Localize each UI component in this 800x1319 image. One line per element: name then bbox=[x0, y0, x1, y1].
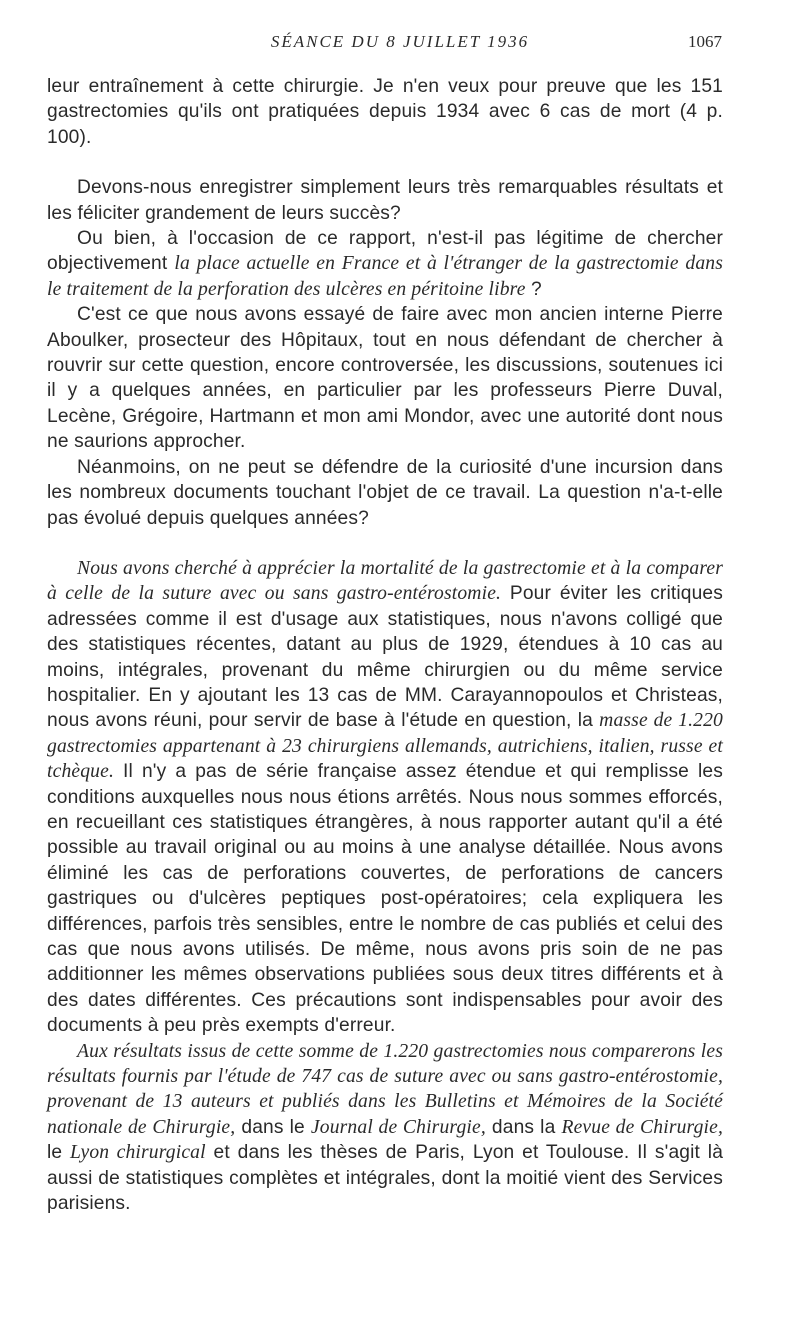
italic-segment: Lyon chirurgical bbox=[70, 1142, 206, 1164]
paragraph-5 bbox=[47, 455, 723, 531]
text-segment: ? bbox=[525, 278, 542, 300]
italic-segment: Revue de Chirurgie, bbox=[561, 1116, 724, 1138]
text-segment: le bbox=[47, 1142, 71, 1164]
paragraph-1 bbox=[47, 74, 723, 150]
paragraph-7 bbox=[47, 1039, 723, 1217]
italic-segment: Nous avons cherché à apprécier la mortalité de la gastrectomie et à la comparer à celle de la suture avec ou sans gastro-entérostomie. bbox=[47, 557, 723, 605]
paragraph-4 bbox=[47, 302, 723, 454]
italic-segment: la place actuelle en France et à l'étranger de la gastrectomie dans le traitement de la perforation des ulcères en péritoine libre bbox=[47, 253, 723, 300]
text-segment: dans le bbox=[235, 1116, 311, 1138]
body-text bbox=[47, 74, 723, 1216]
text-segment: Néanmoins, on ne peut se défendre de la curiosité d'une incursion dans les nombreux documents touchant l'objet de ce travail. La question n'a-t-elle pas évolué depuis quelques années? bbox=[47, 456, 723, 529]
italic-segment: masse de 1.220 gastrectomies appartenant à 23 chirurgiens allemands, autrichiens, italien, russe et tchèque. bbox=[47, 710, 723, 783]
text-segment: dans la bbox=[485, 1116, 562, 1138]
paragraph-2 bbox=[47, 175, 723, 226]
page-number: 1067 bbox=[688, 32, 722, 51]
paragraph-6 bbox=[47, 556, 723, 1039]
text-segment: C'est ce que nous avons essayé de faire avec mon ancien interne Pierre Aboulker, prosecteur des Hôpitaux, tout en nous défendant de chercher à rouvrir sur cette question, encore controversée, les discussions, soutenues ici il y a quelques années, en particulier par les professeurs Pierre Duval, Lecène, Grégoire, Hartmann et mon ami Mondor, avec une autorité dont nous ne saurions approcher. bbox=[47, 304, 723, 453]
text-segment: leur entraînement à cette chirurgie. Je n'en veux pour preuve que les 151 gastrectomies qu'ils ont pratiquées depuis 1934 avec 6 cas de mort (4 p. 100). bbox=[47, 76, 723, 148]
page-header bbox=[0, 30, 800, 54]
text-segment: Pour éviter les critiques adressées comme il est d'usage aux statistiques, nous n'avons colligé que des statistiques récentes, datant au plus de 1929, étendues à 10 cas au moins, intégrales, provenant du même chirurgien ou du même service hospitalier. En y ajoutant les 13 cas de MM. Carayannopoulos et Christeas, nous avons réuni, pour servir de base à l'étude en question, la bbox=[47, 583, 723, 732]
text-segment: Devons-nous enregistrer simplement leurs très remarquables résultats et les féliciter grandement de leurs succès? bbox=[47, 177, 723, 224]
italic-segment: Journal de Chirurgie, bbox=[310, 1116, 486, 1138]
running-title: SÉANCE DU 8 JUILLET 1936 bbox=[270, 32, 530, 51]
text-segment: Ou bien, à l'occasion de ce rapport, n'est-il pas légitime de chercher objectivement bbox=[47, 228, 723, 275]
paragraph-3 bbox=[47, 226, 723, 302]
italic-segment: Aux résultats issus de cette somme de 1.220 gastrectomies nous comparerons les résultats fournis par l'étude de 747 cas de suture avec ou sans gastro-entérostomie, provenant de 13 auteurs et publiés dans les Bulletins et Mémoires de la Société nationale de Chirurgie, bbox=[47, 1040, 723, 1138]
text-segment: et dans les thèses de Paris, Lyon et Toulouse. Il s'agit là aussi de statistiques complètes et intégrales, dont la moitié vient des Services parisiens. bbox=[47, 1142, 724, 1215]
text-segment: Il n'y a pas de série française assez étendue et qui remplisse les conditions auxquelles nous nous étions arrêtés. Nous nous sommes efforcés, en recueillant ces statistiques étrangères, à nous rapporter autant qu'il a été possible au travail original ou au moins à une analyse détaillée. Nous avons éliminé les cas de perforations couvertes, de perforations de cancers gastriques ou d'ulcères peptiques post-opératoires; cela expliquera les différences, parfois très sensibles, entre le nombre de cas publiés et celui des cas que nous avons utilisés. De même, nous avons pris soin de ne pas additionner les mêmes observations publiées sous deux titres différents et à des dates différentes. Ces précautions sont indispensables pour avoir des documents à peu près exempts d'erreur. bbox=[47, 761, 723, 1037]
